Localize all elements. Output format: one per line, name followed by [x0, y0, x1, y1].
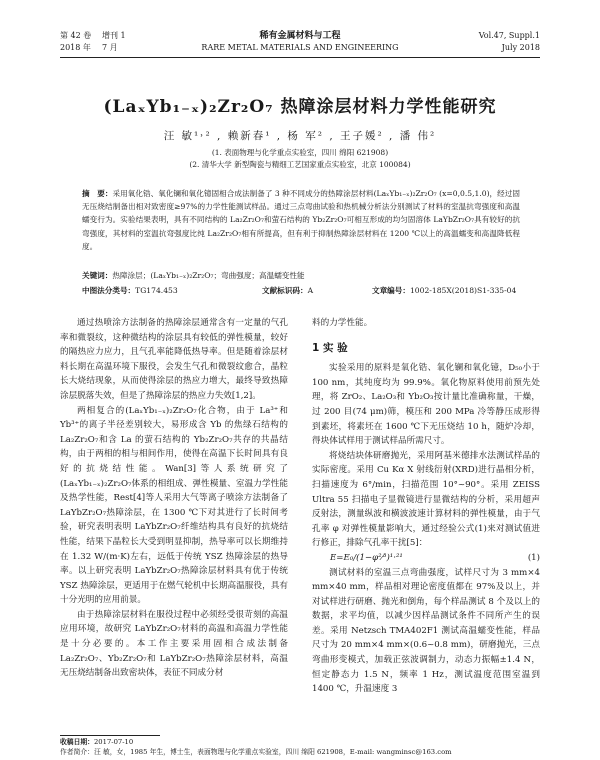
keywords-label: 关键词：	[82, 271, 113, 280]
author-list: 汪 敏¹˒² , 赖新春¹ , 杨 军² , 王子媛² , 潘 伟²	[163, 130, 437, 142]
clc-value: TG174.453	[135, 286, 178, 295]
body-paragraph: 将烧结块体研磨抛光，采用阿基米德排水法测试样品的实际密度。采用 Cu Kα X 射线衍射(XRD)进行晶相分析，扫描速度为 6°/min，扫描范围 10°~90°。采用 ZEISS Ultra 55 扫描电子显微镜进行显微结构的分析，采用超声反射法，测量纵波和横波波速计算材料的弹性模量，由于气孔率 φ 对弹性模量影响大，通过经验公式(1)来对测试值进行修正，排除气孔率干扰[5]：	[312, 450, 540, 549]
article-value: 1002-185X(2018)S1-335-04	[409, 286, 517, 295]
header-vol-en: Vol.47, Suppl.1	[478, 31, 540, 40]
header-date-en: July 2018	[501, 43, 540, 52]
body-paragraph: 两相复合的(LaₓYb₁₋ₓ)₂Zr₂O₇化合物，由于 La³⁺和 Yb³⁺的离子半径差别较大，易形成含 Yb 的焦绿石结构的 La₂Zr₂O₇和含 La 的萤石结构的 Yb₂Zr₂O₇共存的共晶结构，由于两相的相与相间作用，使得在高温下长时间具有良好的抗烧结性能。Wan[3]等人系统研究了(LaₓYb₁₋ₓ)₂Zr₂O₇体系的相组成、弹性模量、室温力学性能及热学性能，Rest[4]等人采用大气等离子喷涂方法制备了 LaYbZr₂O₇热障涂层，在 1300 ℃下对其进行了长时间考验，研究表明表明 LaYbZr₂O₇纤维结构具有良好的抗烧结性能，结果下晶粒长大受到明显抑制，热导率可以长期维持在 1.32 W/(m·K)左右，远低于传统 YSZ 热障涂层的热导率。以上研究表明 LaYbZr₂O₇热障涂层材料具有优于传统 YSZ 热障涂层，更适用于在燃气轮机中长期高温服役，具有十分光明的应用前景。	[60, 405, 288, 606]
equation-number: (1)	[527, 552, 540, 563]
affiliation-2: (2. 清华大学 新型陶瓷与精细工艺国家重点实验室，北京 100084)	[189, 160, 411, 169]
classification-line	[82, 285, 520, 297]
doc-value: A	[307, 286, 314, 295]
author-info: 作者简介：汪 敏，女，1985 年生，博士生，表面物理与化学重点实验室，四川 绵阳 621908，E-mail: wangminsc@163.com	[60, 748, 452, 756]
equation	[312, 551, 540, 566]
header-rule	[60, 57, 540, 58]
header-volume: 第 42 卷	[60, 31, 92, 40]
body-paragraph: 通过热喷涂方法制备的热障涂层通常含有一定量的气孔率和微裂纹，这种微结构的涂层具有较低的弹性模量，较好的隔热应力应力，且气孔率能降低热导率。但是随着涂层材料长期在高温环境下服役，会发生气孔和微裂纹愈合，晶粒长大烧结现象，从而使得涂层的热应力增大，最终导致热障涂层脱落失效，但是了热障涂层的热应力失效[1,2]。	[60, 318, 288, 401]
body-paragraph: 由于热障涂层材料在服役过程中必须经受很苛刻的高温应用环境，故研究 LaYbZr₂O₇材料的高温和高温力学性能是十分必要的。本工作主要采用固相合成法制备 La₂Zr₂O₇、Yb₂Zr₂O₇和 LaYbZr₂O₇热障涂层材料，高温无压烧结制备出致密块体，表征不同成分材	[60, 609, 288, 679]
affiliation-1: (1. 表面物理与化学重点实验室，四川 绵阳 621908)	[211, 148, 389, 157]
article-label: 文章编号：	[372, 286, 410, 295]
keywords-text: 热障涂层；(LaₓYb₁₋ₓ)₂Zr₂O₇；弯曲强度；高温蠕变性能	[112, 271, 305, 280]
footnote	[60, 737, 540, 757]
right-column	[312, 316, 540, 697]
footnote-rule	[60, 735, 160, 736]
equation-body: E=E₀/(1−φ²⁄³)¹·²¹	[330, 552, 403, 563]
doc-label: 文献标识码：	[262, 286, 308, 295]
header-journal	[200, 30, 400, 54]
abstract-text: 采用氧化锆、氧化镧和氧化镱固相合成法制备了 3 种不同成分的热障涂层材料(LaₓYb₁₋ₓ)₂Zr₂O₇ (x=0,0.5,1.0)，经过固无压烧结制备出相对致密度≥97%的力学性能测试样品。通过三点弯曲试验和热机械分析法分别测试了材料的室温抗弯强度和高温蠕变行为。实验结果表明，具有不同结构的 La₂Zr₂O₇和萤石结构的 Yb₂Zr₂O₇可相互形成的均匀固溶体 LaYbZr₂O₇具有较好的抗弯强度，其材料的室温抗弯强度比纯 La₂Zr₂O₇相有所提高，但有利于抑制热障涂层材料在 1200 ℃以上的高温蠕变和高温降低程度。	[82, 189, 521, 251]
section-heading: 1 实 验	[312, 341, 348, 354]
paper-title: (LaₓYb₁₋ₓ)₂Zr₂O₇ 热障涂层材料力学性能研究	[103, 97, 497, 117]
header-supplement: 增刊 1	[102, 31, 126, 40]
left-column	[60, 316, 288, 681]
header-year: 2018 年	[60, 43, 91, 52]
abstract	[82, 187, 520, 253]
affiliations	[60, 147, 540, 171]
journal-name-cn: 稀有金属材料与工程	[259, 31, 341, 41]
body-paragraph: 测试材料的室温三点弯曲强度，试样尺寸为 3 mm×4 mm×40 mm，样品相对理论密度值都在 97%及以上，并对试样进行研磨、抛光和倒角，每个样品测试 8 个及以上的数据，求平均值，以减少因样品测试条件不同所产生的误差。采用 Netzsch TMA402F1 测试高温蠕变性能，样品尺寸为 20 mm×4 mm×(0.6~0.8 mm)，研磨抛光，三点弯曲形变模式，加载正弦波调制力，动态力振幅±1.4 N，恒定静态力 1.5 N，频率 1 Hz，测试温度范围室温到 1400 ℃，升温速度 3	[312, 567, 540, 695]
header-issue	[60, 30, 144, 54]
body-paragraph: 料的力学性能。	[312, 318, 373, 328]
journal-name-en: RARE METAL MATERIALS AND ENGINEERING	[201, 43, 399, 52]
header-volume-en	[479, 30, 540, 54]
clc-label: 中图法分类号：	[82, 286, 136, 295]
header-month: 7 月	[102, 43, 118, 52]
running-header	[60, 30, 540, 58]
keywords	[82, 270, 520, 282]
abstract-label: 摘 要：	[82, 189, 113, 198]
received-date: 2017-07-10	[93, 738, 134, 746]
received-label: 收稿日期：	[60, 738, 94, 746]
body-paragraph: 实验采用的原料是氧化锆、氧化镧和氧化镱，D₅₀小于 100 nm，其纯度均为 99.9%。氧化物原料使用前预先处理，将 ZrO₂、La₂O₃和 Yb₂O₃按计量比准确称量，干燥，过 200 目(74 μm)筛，模压和 200 MPa 冷等静压成形得到素坯，将素坯在 1600 ℃下无压烧结 10 h，随炉冷却，得块体试样用于测试样品所需尺寸。	[312, 363, 540, 447]
